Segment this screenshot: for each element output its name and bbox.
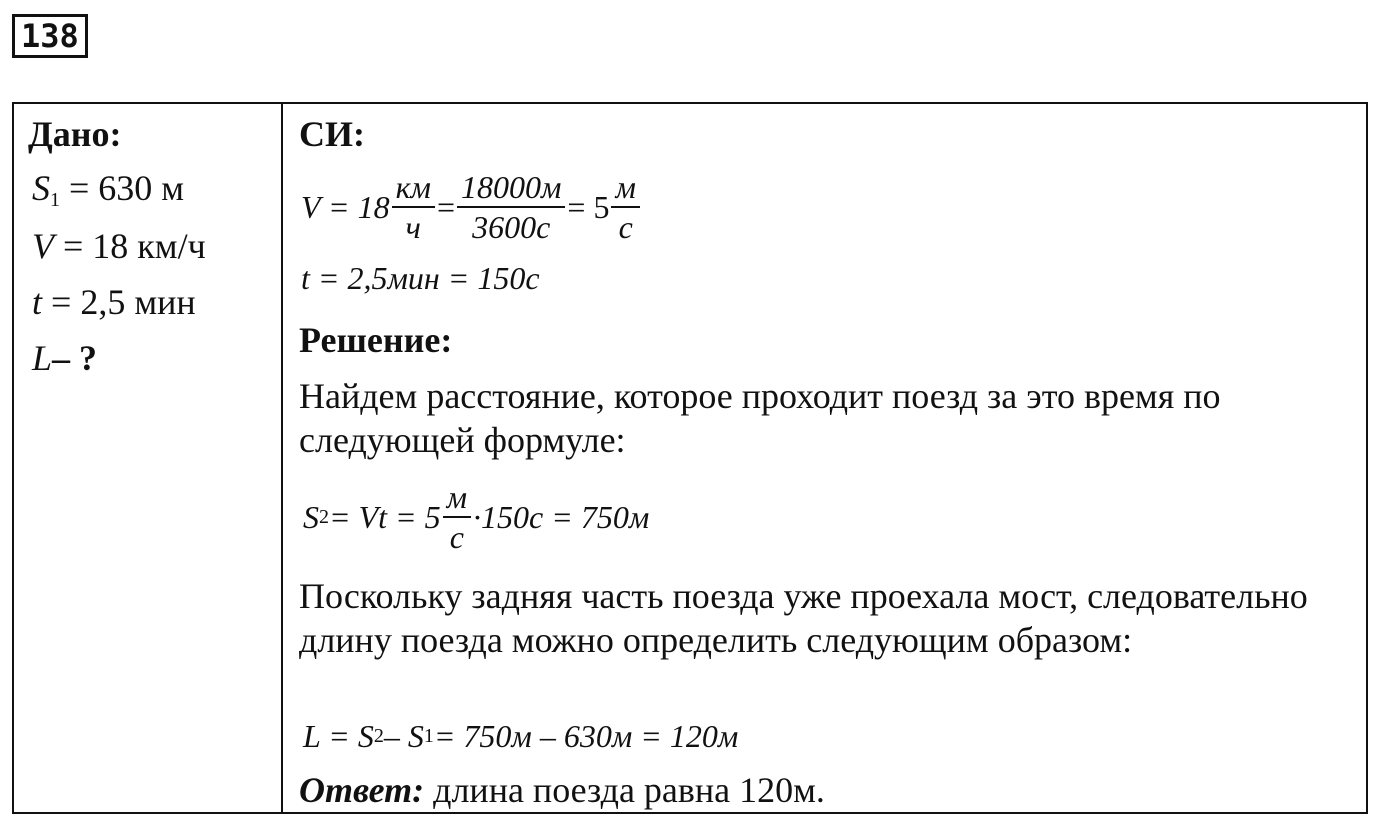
given-line-v: [32, 226, 206, 266]
v-formula: V = 18 $\frac{км}{ч}$ = $\frac{18000м}{3600с}$ = 5 $\frac{м}{с}$: [301, 168, 642, 246]
solution-paragraph-2: Поскольку задняя часть поезда уже проехала мост, следовательно длину поезда можно определить следующим образом:: [299, 576, 1308, 660]
t-formula: t = 2,5мин = 150с: [301, 260, 540, 296]
given-heading: Дано:: [28, 114, 122, 154]
v-fraction-2: $\frac{18000м}{3600с}$: [457, 168, 565, 246]
solution-table: [12, 102, 1368, 814]
given-s1-value: = 630 м: [60, 168, 185, 208]
answer-text: длина поезда равна 120м.: [424, 770, 825, 810]
problem-number: 138: [12, 14, 88, 58]
v-fraction-1: $\frac{км}{ч}$: [392, 168, 435, 246]
given-s1-sub: 1: [50, 189, 60, 211]
s2-fraction: $\frac{м}{с}$: [443, 478, 471, 556]
given-t-symbol: t: [32, 282, 43, 322]
given-s1-symbol: S: [32, 168, 50, 208]
si-heading: СИ:: [299, 114, 365, 154]
solution-heading: Решение:: [299, 320, 453, 360]
answer-line: [299, 770, 825, 810]
answer-label: Ответ:: [299, 770, 425, 810]
s2-formula: S 2 = Vt = 5 $\frac{м}{с}$ ·150с = 750м: [303, 479, 650, 555]
given-v-value: = 18 км/ч: [54, 226, 206, 266]
v-formula-lhs: V = 18: [301, 188, 390, 225]
given-column: [14, 104, 283, 812]
v-fraction-3: $\frac{м}{с}$: [611, 168, 639, 246]
given-line-s1: [32, 168, 184, 220]
given-v-symbol: V: [32, 226, 54, 266]
given-t-value: = 2,5 мин: [42, 282, 196, 322]
given-l-value: – ?: [52, 338, 98, 378]
main-column: [283, 104, 1366, 812]
solution-paragraph-1: Найдем расстояние, которое проходит поезд за это время по следующей формуле:: [299, 376, 1221, 460]
given-line-t: [32, 282, 196, 322]
given-line-l: [32, 338, 97, 378]
l-formula: L = S 2 – S 1 = 750м – 630м = 120м: [303, 718, 739, 754]
given-l-symbol: L: [32, 338, 53, 378]
